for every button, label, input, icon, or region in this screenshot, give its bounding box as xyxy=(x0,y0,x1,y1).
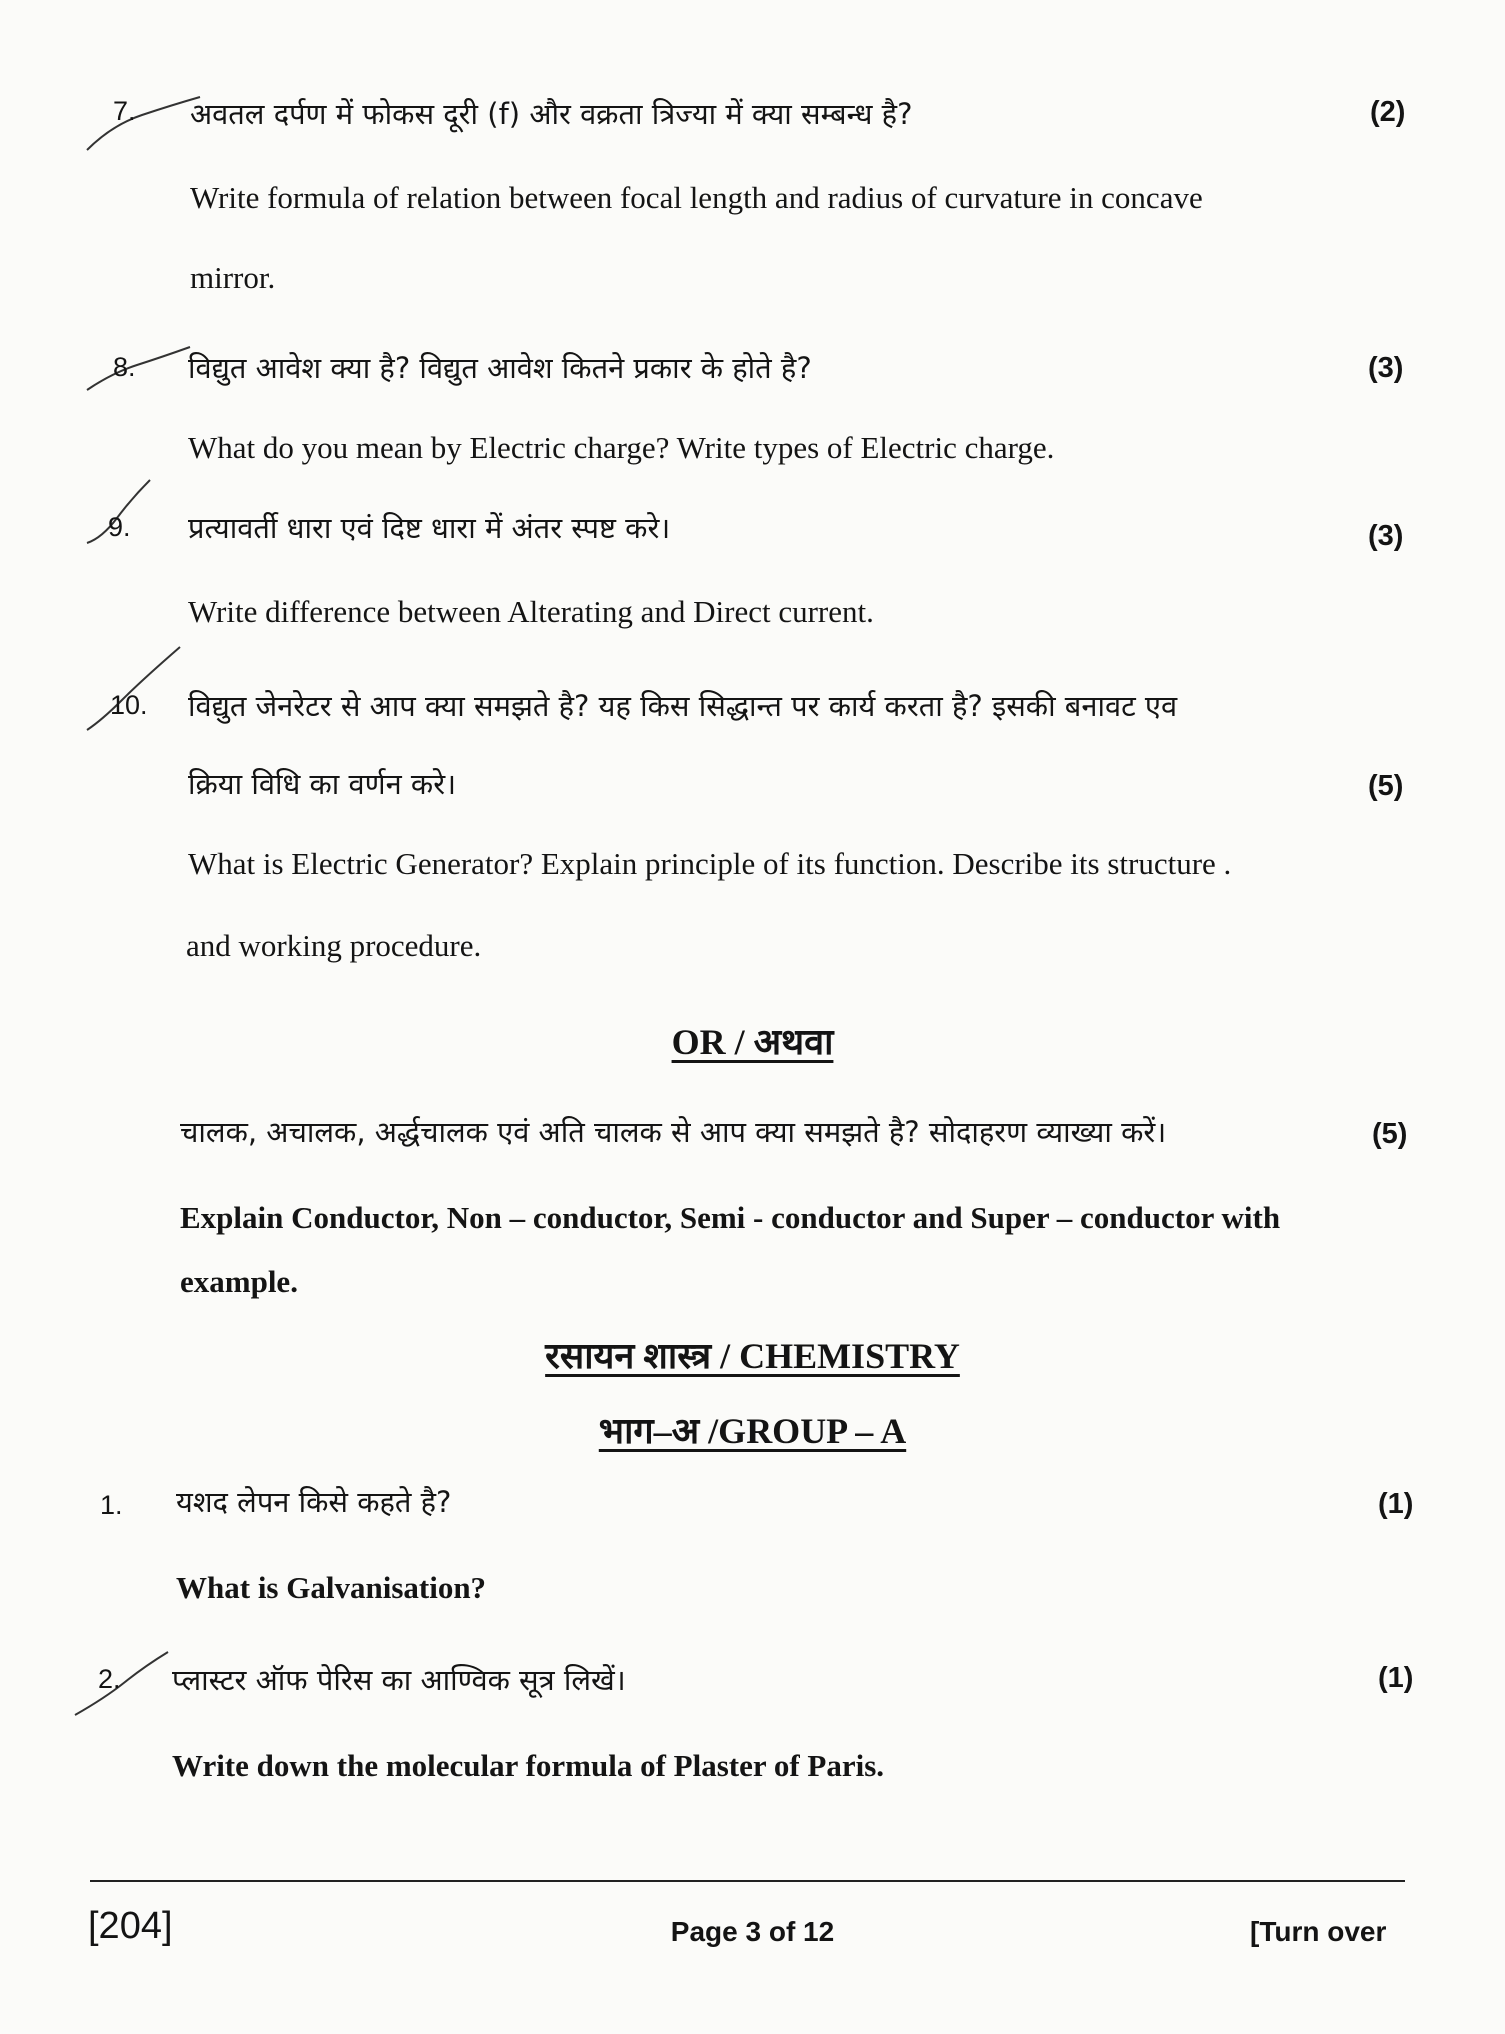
question-english: Write formula of relation between focal length and radius of curvature in concave xyxy=(190,180,1203,215)
question-hindi: विद्युत आवेश क्या है? विद्युत आवेश कितने प्रकार के होते है? xyxy=(188,351,812,385)
question-number: 8. xyxy=(113,352,136,382)
question-number: 1. xyxy=(100,1490,123,1520)
footer-rule xyxy=(90,1880,1405,1882)
or-heading: OR / अथवा xyxy=(671,1022,834,1062)
marks: (1) xyxy=(1378,1488,1414,1520)
marks: (3) xyxy=(1368,520,1404,552)
turn-over: [Turn over xyxy=(1250,1916,1387,1947)
question-english-cont: example. xyxy=(180,1264,298,1299)
marks: (5) xyxy=(1368,770,1404,802)
question-hindi: प्लास्टर ऑफ पेरिस का आण्विक सूत्र लिखें। xyxy=(172,1663,626,1697)
question-english: Write difference between Alterating and Direct current. xyxy=(188,594,874,629)
question-english: Write down the molecular formula of Plaster of Paris. xyxy=(172,1748,885,1783)
question-number: 2. xyxy=(98,1664,121,1694)
pen-tick-mark xyxy=(82,345,192,395)
paper-code: [204] xyxy=(88,1905,173,1947)
question-hindi: यशद लेपन किसे कहते है? xyxy=(176,1485,452,1519)
marks: (2) xyxy=(1370,96,1406,128)
question-hindi: अवतल दर्पण में फोकस दूरी (f) और वक्रता त्रिज्या में क्या सम्बन्ध है? xyxy=(190,97,913,131)
question-number: 7. xyxy=(113,96,136,126)
question-english-cont: and working procedure. xyxy=(186,928,482,963)
question-english: What is Electric Generator? Explain principle of its function. Describe its structure . xyxy=(188,846,1232,881)
marks: (5) xyxy=(1372,1118,1408,1150)
question-hindi: चालक, अचालक, अर्द्धचालक एवं अति चालक से आप क्या समझते है? सोदाहरण व्याख्या करें। xyxy=(180,1115,1167,1149)
pen-tick-mark xyxy=(82,95,202,155)
section-heading: रसायन शास्त्र / CHEMISTRY xyxy=(545,1336,960,1376)
question-english: Explain Conductor, Non – conductor, Semi - conductor and Super – conductor with xyxy=(180,1200,1281,1235)
question-english-cont: mirror. xyxy=(190,260,276,295)
question-english: What is Galvanisation? xyxy=(176,1570,487,1605)
question-number: 10. xyxy=(110,690,148,720)
question-hindi: विद्युत जेनरेटर से आप क्या समझते है? यह किस सिद्धान्त पर कार्य करता है? इसकी बनावट एव xyxy=(188,689,1178,723)
question-english: What do you mean by Electric charge? Write types of Electric charge. xyxy=(188,430,1055,465)
marks: (3) xyxy=(1368,352,1404,384)
group-heading: भाग–अ /GROUP – A xyxy=(598,1411,907,1451)
page-number: Page 3 of 12 xyxy=(670,1916,835,1947)
question-number: 9. xyxy=(108,512,131,542)
question-hindi-cont: क्रिया विधि का वर्णन करे। xyxy=(188,767,457,801)
marks: (1) xyxy=(1378,1662,1414,1694)
question-hindi: प्रत्यावर्ती धारा एवं दिष्ट धारा में अंतर स्पष्ट करे। xyxy=(188,511,671,545)
